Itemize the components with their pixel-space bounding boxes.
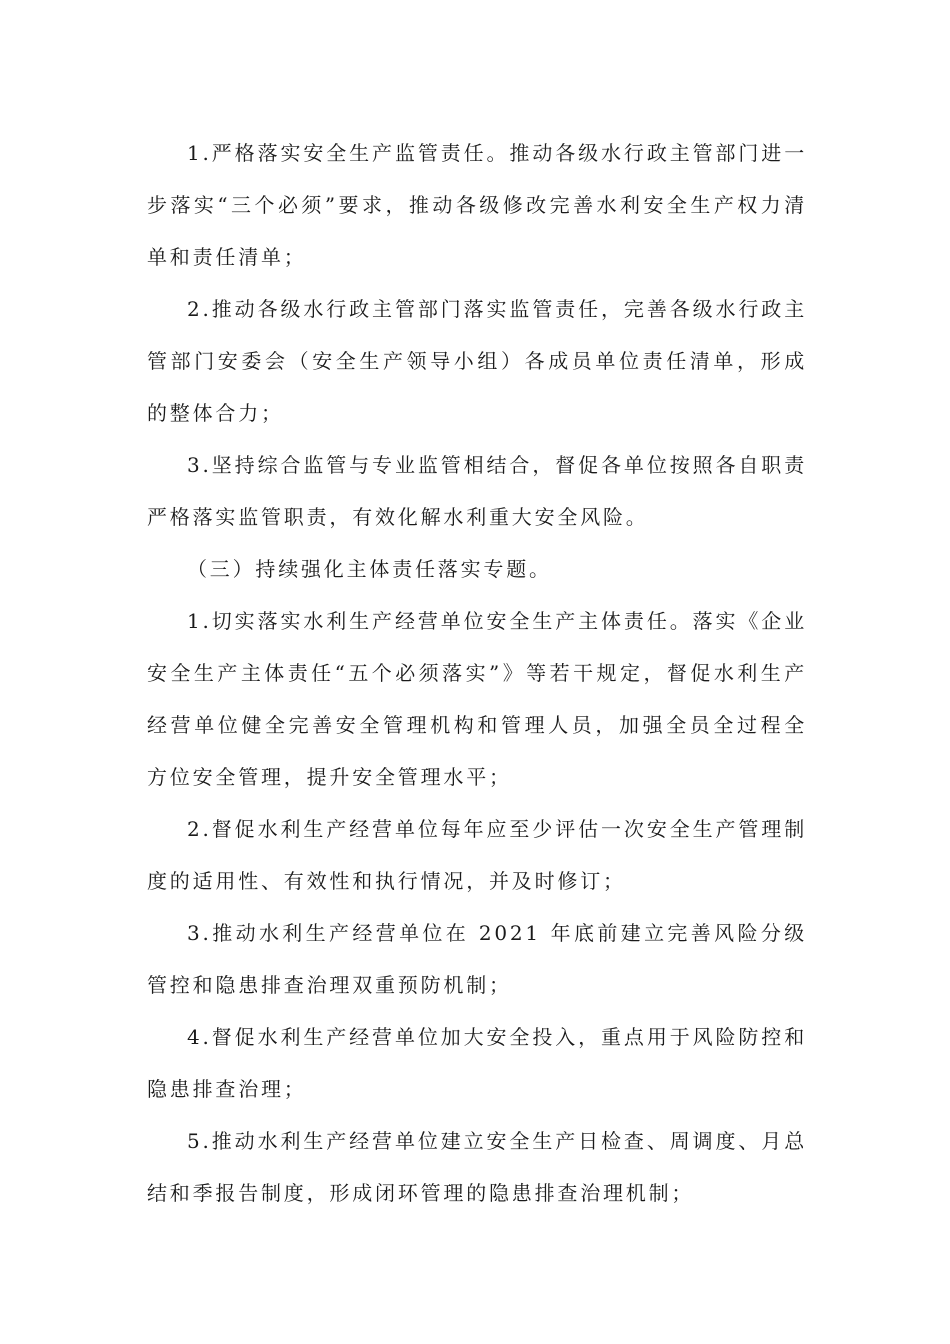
paragraph-4: 1.切实落实水利生产经营单位安全生产主体责任。落实《企业安全生产主体责任“五个必须落实”》等若干规定，督促水利生产经营单位健全完善安全管理机构和管理人员，加强全员全过程全方位安全管理，提升安全管理水平； xyxy=(147,609,807,789)
paragraph-2: 2.推动各级水行政主管部门落实监管责任，完善各级水行政主管部门安委会（安全生产领导小组）各成员单位责任清单，形成的整体合力； xyxy=(147,297,807,425)
paragraph-3: 3.坚持综合监管与专业监管相结合，督促各单位按照各自职责严格落实监管职责，有效化解水利重大安全风险。 xyxy=(147,453,807,529)
document-body xyxy=(147,127,807,1219)
paragraph-7: 4.督促水利生产经营单位加大安全投入，重点用于风险防控和隐患排查治理； xyxy=(147,1025,807,1101)
paragraph-8: 5.推动水利生产经营单位建立安全生产日检查、周调度、月总结和季报告制度，形成闭环管理的隐患排查治理机制； xyxy=(147,1129,807,1205)
paragraph-5: 2.督促水利生产经营单位每年应至少评估一次安全生产管理制度的适用性、有效性和执行情况，并及时修订； xyxy=(147,817,807,893)
section-heading: （三）持续强化主体责任落实专题。 xyxy=(187,557,552,581)
paragraph-6: 3.推动水利生产经营单位在 2021 年底前建立完善风险分级管控和隐患排查治理双重预防机制； xyxy=(147,921,807,997)
paragraph-1: 1.严格落实安全生产监管责任。推动各级水行政主管部门进一步落实“三个必须”要求，推动各级修改完善水利安全生产权力清单和责任清单； xyxy=(147,141,807,269)
